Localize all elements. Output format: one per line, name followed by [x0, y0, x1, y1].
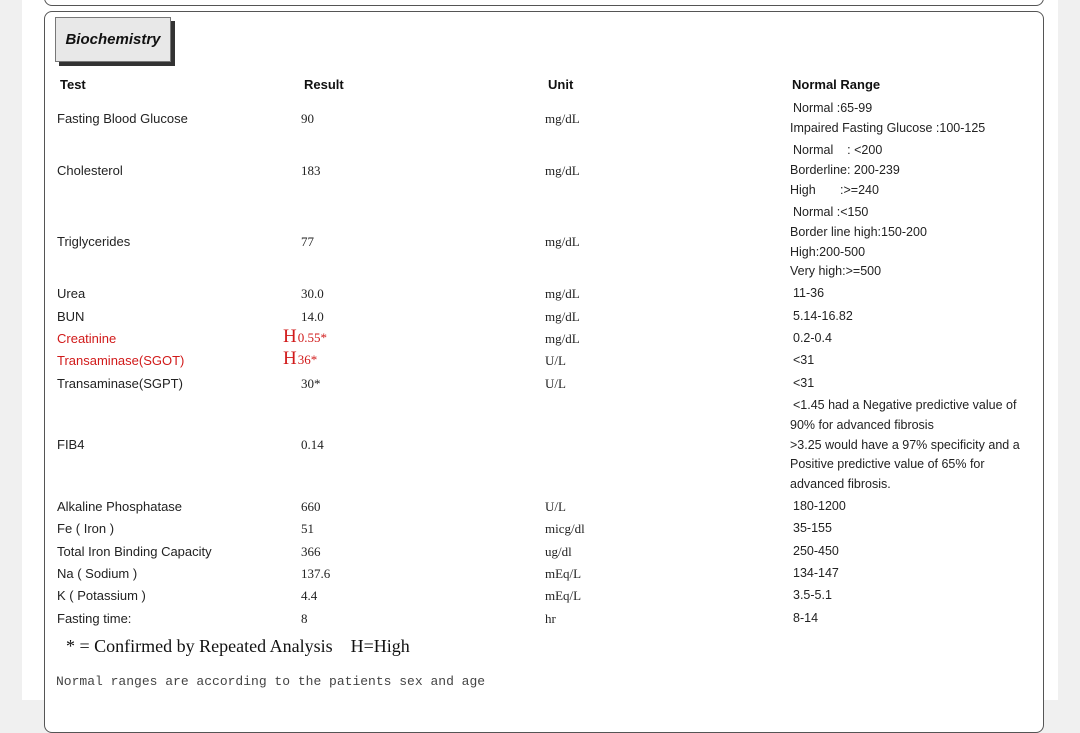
header-result: Result [304, 77, 344, 92]
test-name: Cholesterol [57, 163, 123, 178]
result-value [301, 611, 308, 627]
normal-range-line: Normal :65-99 [793, 101, 873, 115]
result-value [301, 521, 314, 537]
unit: mEq/L [545, 588, 582, 603]
normal-range-line: Normal : <200 [793, 143, 883, 157]
normal-range-line: High :>=240 [790, 182, 879, 197]
result-value [301, 566, 330, 582]
normal-range [790, 609, 1040, 629]
test-name: Fasting Blood Glucose [57, 111, 188, 126]
normal-range-line: Borderline: 200-239 [790, 162, 900, 177]
high-flag: H [283, 348, 297, 369]
result-value [301, 286, 324, 302]
result-value [301, 111, 314, 127]
normal-range-line: 35-155 [793, 521, 832, 535]
normal-range [790, 203, 1040, 282]
result-value [301, 163, 321, 179]
normal-range-line: 5.14-16.82 [793, 309, 853, 323]
result-number: 183 [301, 163, 321, 178]
normal-range-line: 180-1200 [793, 499, 846, 513]
unit: U/L [545, 376, 566, 391]
normal-range [790, 374, 1040, 394]
test-name: Transaminase(SGPT) [57, 376, 183, 391]
result-value [301, 437, 324, 453]
result-number: 77 [301, 234, 314, 249]
test-name: Na ( Sodium ) [57, 566, 138, 581]
normal-range [790, 396, 1040, 495]
test-name: Alkaline Phosphatase [57, 499, 183, 514]
result-number: 8 [301, 611, 308, 626]
result-value [301, 588, 317, 604]
normal-range [790, 284, 1040, 304]
normal-range [790, 564, 1040, 584]
test-name: Triglycerides [57, 234, 131, 249]
footnote: Normal ranges are according to the patients sex and age [56, 674, 486, 689]
normal-range-line: <1.45 had a Negative predictive value of [793, 398, 1017, 412]
test-name: Transaminase(SGOT) [57, 353, 185, 368]
result-number: 4.4 [301, 588, 318, 603]
result-number: 137.6 [301, 566, 331, 581]
result-number: 0.14 [301, 437, 324, 452]
normal-range [790, 497, 1040, 517]
normal-range [790, 542, 1040, 562]
result-value [301, 376, 321, 392]
normal-range-line: >3.25 would have a 97% specificity and a [790, 437, 1020, 452]
result-value [283, 326, 327, 348]
normal-range [790, 99, 1040, 139]
unit: mg/dL [545, 309, 580, 324]
unit: mg/dL [545, 111, 580, 126]
normal-range-line: 250-450 [793, 544, 839, 558]
result-number: 0.55* [297, 330, 327, 345]
unit: hr [545, 611, 556, 626]
test-name: Fe ( Iron ) [57, 521, 115, 536]
unit: mg/dL [545, 286, 580, 301]
normal-range [790, 351, 1040, 371]
normal-range-line: <31 [793, 376, 815, 390]
result-number: 30* [301, 376, 321, 391]
result-value [301, 234, 314, 250]
normal-range [790, 519, 1040, 539]
header-normal-range: Normal Range [792, 77, 881, 92]
unit: ug/dl [545, 544, 572, 559]
result-number: 51 [301, 521, 314, 536]
unit: micg/dl [545, 521, 585, 536]
result-number: 30.0 [301, 286, 324, 301]
unit: mg/dL [545, 163, 580, 178]
unit: U/L [545, 499, 566, 514]
test-name: Creatinine [57, 331, 117, 346]
result-number: 366 [301, 544, 321, 559]
normal-range [790, 141, 1040, 200]
normal-range-line: 3.5-5.1 [793, 588, 832, 602]
result-value [283, 348, 317, 370]
header-test: Test [60, 77, 86, 92]
result-number: 36* [297, 352, 318, 367]
test-name: Fasting time: [57, 611, 132, 626]
result-number: 14.0 [301, 309, 324, 324]
high-flag: H [283, 326, 297, 347]
result-value [301, 309, 324, 325]
result-number: 660 [301, 499, 321, 514]
test-name: K ( Potassium ) [57, 588, 146, 603]
normal-range-line: 0.2-0.4 [793, 331, 832, 345]
normal-range-line: <31 [793, 353, 815, 367]
normal-range-line: Very high:>=500 [790, 264, 882, 279]
unit: U/L [545, 353, 566, 368]
previous-section-panel [44, 0, 1044, 6]
test-name: Total Iron Binding Capacity [57, 544, 212, 559]
unit: mg/dL [545, 331, 580, 346]
normal-range-line: Normal :<150 [793, 205, 869, 219]
test-name: Urea [57, 286, 86, 301]
test-name: BUN [57, 309, 85, 324]
normal-range-line: High:200-500 [790, 244, 866, 259]
normal-range-line: 134-147 [793, 566, 839, 580]
section-title: Biochemistry [55, 17, 171, 62]
test-name: FIB4 [57, 437, 85, 452]
normal-range-line: Positive predictive value of 65% for [790, 457, 985, 472]
result-value [301, 499, 321, 515]
normal-range-line: advanced fibrosis. [790, 477, 891, 492]
normal-range-line: 90% for advanced fibrosis [790, 417, 934, 432]
legend: * = Confirmed by Repeated Analysis H=High [66, 636, 410, 656]
normal-range-line: 11-36 [793, 286, 825, 300]
unit: mg/dL [545, 234, 580, 249]
normal-range [790, 307, 1040, 327]
result-number: 90 [301, 111, 314, 126]
normal-range [790, 586, 1040, 606]
normal-range [790, 329, 1040, 349]
result-value [301, 544, 321, 560]
normal-range-line: Impaired Fasting Glucose :100-125 [790, 120, 986, 135]
normal-range-line: 8-14 [793, 611, 819, 625]
unit: mEq/L [545, 566, 582, 581]
header-unit: Unit [548, 77, 574, 92]
normal-range-line: Border line high:150-200 [790, 224, 927, 239]
